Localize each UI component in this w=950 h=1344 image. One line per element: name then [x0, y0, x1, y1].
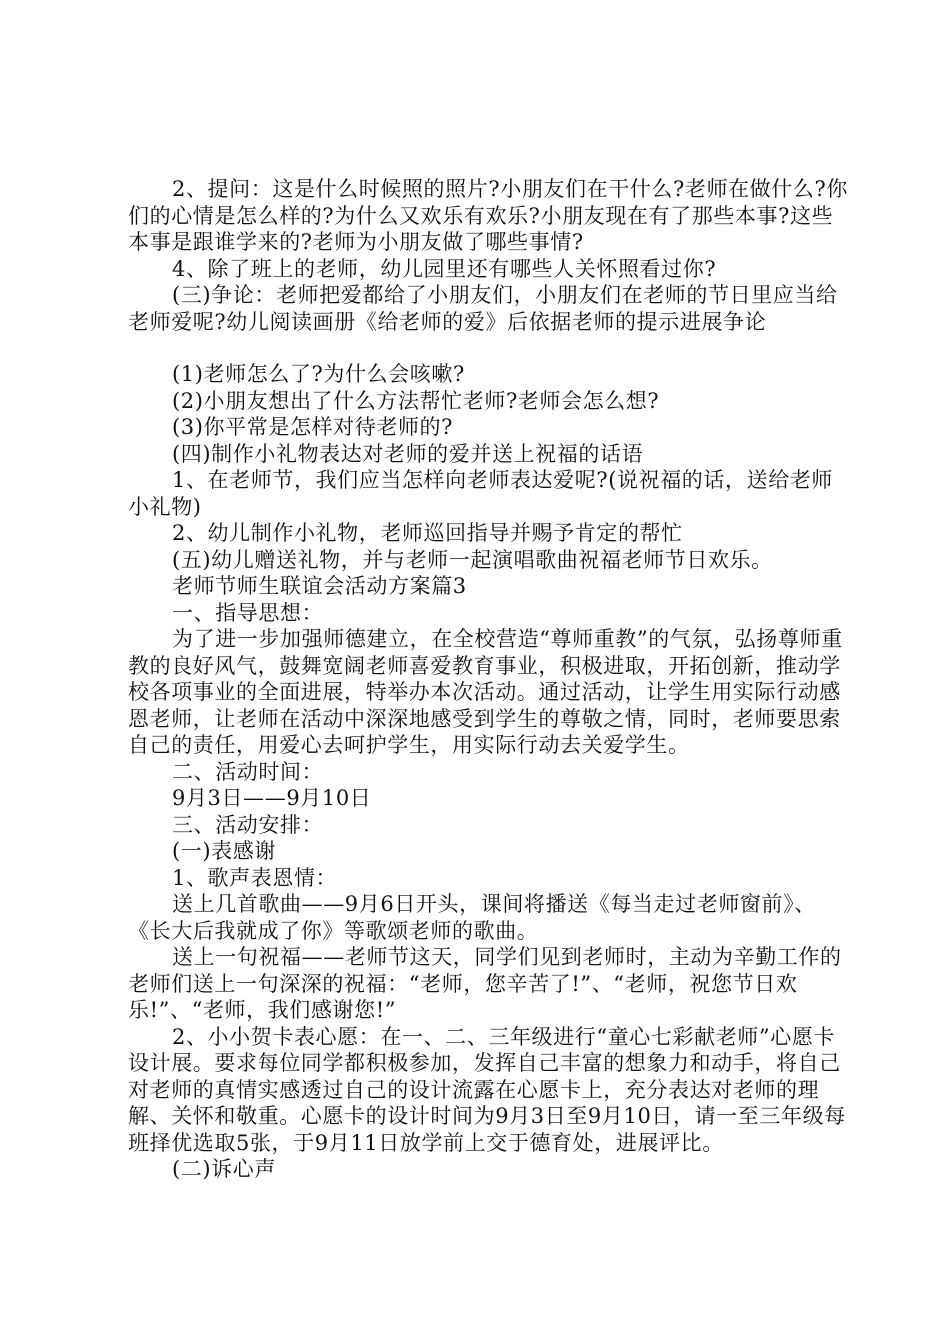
paragraph-teacher-day-1: 1、在老师节，我们应当怎样向老师表达爱呢?(说祝福的话，送给老师小礼物) — [128, 468, 834, 519]
paragraph-guiding-idea: 为了进一步加强师德建立，在全校营造“尊师重教”的气氛，弘扬尊师重教的良好风气，鼓舞宽阔老师喜爱教育事业，积极进取，开拓创新，推动学校各项事业的全面进展，特举办本次活动。通过活动，让学生用实际行动感恩老师，让老师在活动中深深地感受到学生的尊敬之情，同时，老师要思索自己的责任，用爱心去呵护学生，用实际行动去关爱学生。 — [128, 627, 843, 757]
paragraph-greeting-cards: 2、小小贺卡表心愿：在一、二、三年级进行“童心七彩献老师”心愿卡设计展。要求每位同学都积极参加，发挥自己丰富的想象力和动手，将自己对老师的真情实感透过自己的设计流露在心愿卡上，充分表达对老师的理解、关怀和敬重。心愿卡的设计时间为9月3日至9月10日，请一至三年级每班择优选取5张，于9月11日放学前上交于德育处，进展评比。 — [128, 1024, 846, 1155]
paragraph-question-4: 4、除了班上的老师，幼儿园里还有哪些人关怀照看过你? — [172, 256, 717, 281]
paragraph-question-2: 2、提问：这是什么时候照的照片?小朋友们在干什么?老师在做什么?你们的心情是怎么样的?为什么又欢乐有欢乐?小朋友现在有了那些本事?这些本事是跟谁学来的?老师为小朋友做了哪些事情? — [128, 177, 848, 254]
document-body — [128, 176, 848, 1183]
paragraph-section-5: (五)幼儿赠送礼物，并与老师一起演唱歌曲祝福老师节日欢乐。 — [172, 547, 773, 572]
heading-guiding-idea: 一、指导思想： — [172, 600, 324, 625]
heading-activity-arrangement: 三、活动安排： — [172, 812, 324, 837]
paragraph-discussion: (三)争论：老师把爱都给了小朋友们，小朋友们在老师的节日里应当给老师爱呢?幼儿阅读画册《给老师的爱》后依据老师的提示进展争论 — [128, 283, 838, 334]
paragraph-item-2: (2)小朋友想出了什么方法帮忙老师?老师会怎么想? — [172, 388, 660, 413]
paragraph-teacher-day-2: 2、幼儿制作小礼物，老师巡回指导并赐予肯定的帮忙 — [172, 521, 683, 545]
paragraph-section-4: (四)制作小礼物表达对老师的爱并送上祝福的话语 — [172, 441, 644, 466]
paragraph-item-3: (3)你平常是怎样对待老师的? — [172, 415, 454, 439]
paragraph-blessing: 送上一句祝福——老师节这天，同学们见到老师时，主动为辛勤工作的老师们送上一句深深的祝福：“老师，您辛苦了!”、“老师，祝您节日欢乐!”、“老师，我们感谢您!” — [128, 945, 842, 1022]
heading-activity-time: 二、活动时间： — [172, 759, 324, 784]
heading-express-feelings: (二)诉心声 — [172, 1157, 276, 1181]
paragraph-songs: 送上几首歌曲——9月6日开头，课间将播送《每当走过老师窗前》、《长大后我就成了你》等歌颂老师的歌曲。 — [128, 892, 816, 943]
heading-gratitude: (一)表感谢 — [172, 839, 276, 863]
section-title-plan-3: 老师节师生联谊会活动方案篇3 — [172, 574, 467, 598]
paragraph-item-1: (1)老师怎么了?为什么会咳嗽? — [172, 362, 465, 386]
paragraph-activity-dates: 9月3日——9月10日 — [172, 786, 372, 810]
paragraph-gap — [128, 335, 848, 361]
heading-song-gratitude: 1、歌声表恩情： — [172, 865, 338, 890]
